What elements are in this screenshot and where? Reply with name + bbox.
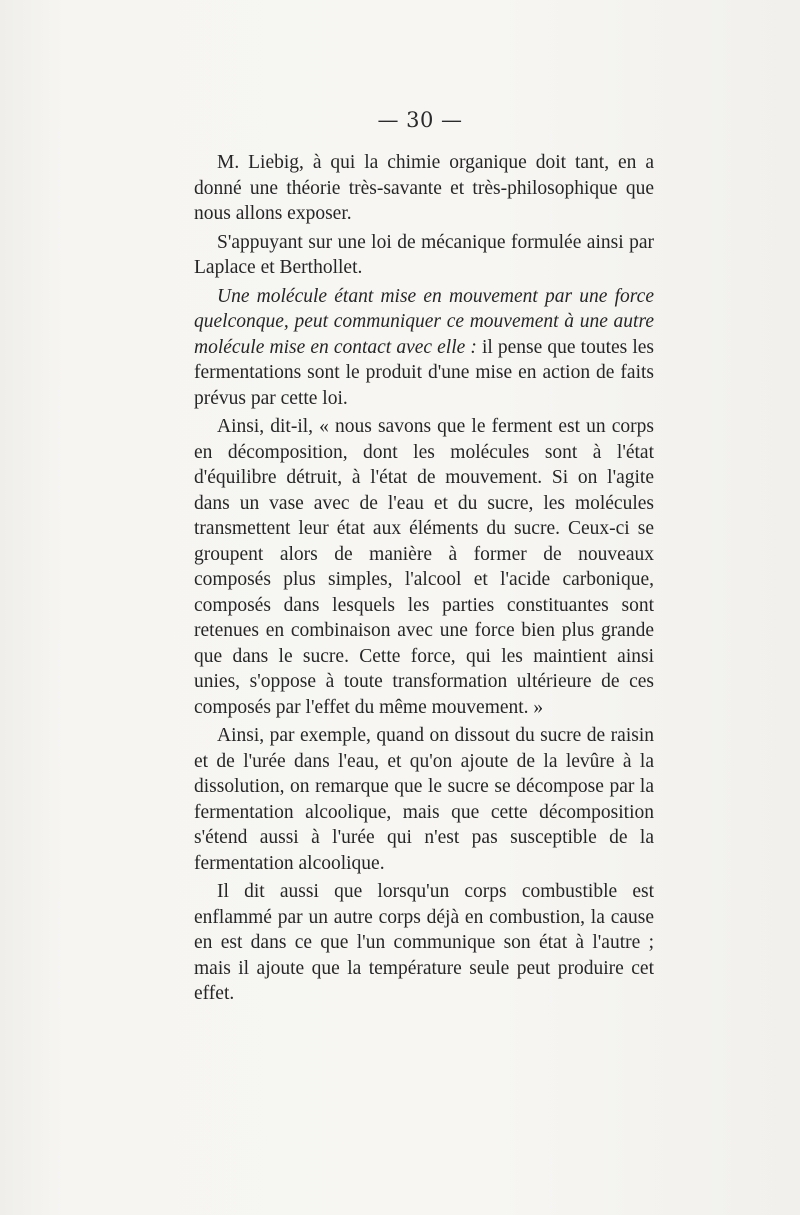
paragraph	[194, 284, 654, 412]
text-run: il pense que toutes les fermentations sont le produit d'une mise en action de faits prévus par cette loi.	[194, 336, 654, 409]
paragraph	[194, 230, 654, 281]
text-run: M. Liebig, à qui la chimie organique doit tant, en a donné une théorie très-savante et très-philosophique que nous allons exposer.	[194, 152, 654, 224]
paragraph	[194, 414, 654, 720]
text-run: Il dit aussi que lorsqu'un corps combustible est enflammé par un autre corps déjà en combustion, la cause en est dans ce que l'un communique son état à l'autre ; mais il ajoute que la température seule peut produire cet effet.	[194, 881, 654, 1004]
paragraph	[194, 150, 654, 227]
paragraph	[194, 723, 654, 876]
page-number: — 30 —	[377, 108, 463, 132]
paragraph	[194, 879, 654, 1007]
text-run: Ainsi, dit-il, « nous savons que le ferment est un corps en décomposition, dont les molécules sont à l'état d'équilibre détruit, à l'état de mouvement. Si on l'agite dans un vase avec de l'eau et du sucre, les molécules transmettent leur état aux éléments du sucre. Ceux-ci se groupent alors de manière à former de nouveaux composés plus simples, l'alcool et l'acide carbonique, composés dans lesquels les parties constituantes sont retenues en combinaison avec une force bien plus grande que dans le sucre. Cette force, qui les maintient ainsi unies, s'oppose à toute transformation ultérieure de ces composés par l'effet du même mouvement. »	[194, 416, 654, 718]
text-run: Ainsi, par exemple, quand on dissout du sucre de raisin et de l'urée dans l'eau, et qu'on ajoute de la levûre à la dissolution, on remarque que le sucre se décompose par la fermentation alcoolique, mais que cette décomposition s'étend aussi à l'urée qui n'est pas susceptible de la fermentation alcoolique.	[194, 725, 654, 874]
body-text	[194, 150, 654, 1010]
italic-quotation: Une molécule étant mise en mouvement par une force quelconque, peut communiquer ce mouvement à une autre molécule mise en contact avec elle :	[194, 285, 654, 358]
text-run: S'appuyant sur une loi de mécanique formulée ainsi par Laplace et Berthollet.	[194, 231, 654, 278]
